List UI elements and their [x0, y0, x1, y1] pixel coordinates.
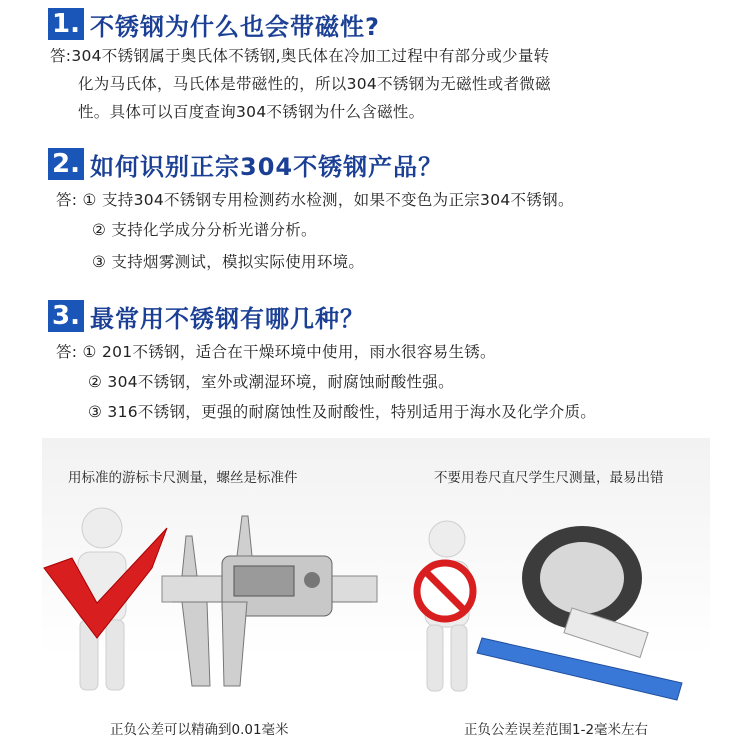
prohibited-icon [410, 556, 480, 626]
section-3-line-2: ② 304不锈钢，室外或潮湿环境，耐腐蚀耐酸性强。 [88, 373, 454, 391]
section-2-line-1: 答: ① 支持304不锈钢专用检测药水检测，如果不变色为正宗304不锈钢。 [56, 191, 574, 209]
section-2-line-2: ② 支持化学成分分析光谱分析。 [92, 221, 317, 239]
section-3-line-1: 答: ① 201不锈钢，适合在干燥环境中使用，雨水很容易生锈。 [56, 343, 496, 361]
section-3-line-3: ③ 316不锈钢，更强的耐腐蚀性及耐酸性，特别适用于海水及化学介质。 [88, 403, 597, 421]
measurement-illustration [42, 438, 710, 750]
section-3-title: 最常用不锈钢有哪几种？ [90, 304, 365, 333]
checkmark-icon [42, 528, 182, 648]
caliper-icon [162, 516, 382, 686]
section-2-heading [48, 146, 443, 182]
section-2-title: 如何识别正宗304不锈钢产品？ [90, 152, 444, 181]
section-1-line-2: 化为马氏体，马氏体是带磁性的，所以304不锈钢为无磁性或者微磁 [78, 75, 551, 93]
left-caption: 正负公差可以精确到0.01毫米 [110, 722, 289, 738]
section-1-line-3: 性。具体可以百度查询304不锈钢为什么含磁性。 [78, 103, 425, 121]
section-3-heading [48, 298, 365, 334]
section-2-line-3: ③ 支持烟雾测试，模拟实际使用环境。 [92, 253, 365, 271]
section-3-number: 3. [48, 300, 84, 332]
section-1-number: 1. [48, 8, 84, 40]
section-1-heading [48, 6, 380, 42]
section-1-line-1: 答:304不锈钢属于奥氏体不锈钢,奥氏体在冷加工过程中有部分或少量转 [50, 47, 550, 65]
tape-measure-icon [482, 518, 697, 708]
left-title: 用标准的游标卡尺测量，螺丝是标准件 [68, 470, 298, 486]
right-caption: 正负公差误差范围1-2毫米左右 [464, 722, 649, 738]
section-1-title: 不锈钢为什么也会带磁性? [90, 12, 380, 41]
right-title: 不要用卷尺直尺学生尺测量，最易出错 [434, 470, 664, 486]
section-2-number: 2. [48, 148, 84, 180]
